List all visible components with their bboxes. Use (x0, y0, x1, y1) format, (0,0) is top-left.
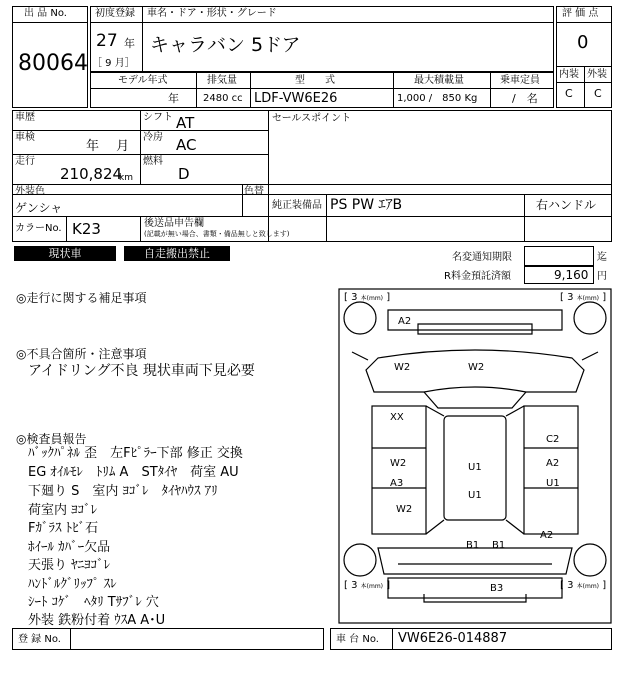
model-year-value: 年 (168, 92, 179, 105)
shaken-label: 車検 (15, 132, 35, 143)
name-change-unit: 迄 (597, 252, 607, 263)
recycle-label: R料金預託済額 (444, 271, 511, 282)
mark-right-front-door: C2 (546, 434, 560, 445)
tire-count-tl: [ 3 本(mm) ] (344, 292, 391, 303)
rear-bumper (388, 578, 562, 598)
genjo-badge: 現状車 (14, 246, 116, 261)
year-unit: 年 (124, 37, 135, 50)
driving-remarks-title: ◎走行に関する補足事項 (16, 291, 147, 305)
report-line: 下廻り S 室内 ﾖｺﾞﾚ ﾀｲﾔﾊｳｽ ｱﾘ (28, 484, 218, 499)
mark-front-bumper: A2 (398, 316, 412, 327)
mark-left-rear: W2 (396, 504, 413, 515)
mark-rear-2: B1 (492, 540, 506, 551)
mark-right-rear: A2 (540, 530, 554, 541)
mark-rear-bumper: B3 (490, 583, 504, 594)
capacity-label: 乗車定員 (500, 75, 540, 86)
exterior-label: 外装 (587, 69, 607, 80)
tire-count-tr: [ 3 本(mm) ] (560, 292, 607, 303)
equipment-value: PS PW ｴｱB (330, 197, 403, 213)
mark-roof-1: U1 (468, 462, 482, 473)
name-change-box (524, 246, 594, 266)
mark-roof-2: U1 (468, 490, 482, 501)
model-year-label: モデル年式 (118, 75, 168, 86)
name-change-label: 名変通知期限 (452, 252, 512, 263)
sales-point-label: セールスポイント (272, 113, 352, 124)
aftermarket-label: 後送品申告欄 (144, 218, 204, 229)
displacement-label: 排気量 (207, 75, 237, 86)
reg-no-label: 登 録 No. (18, 634, 61, 645)
mileage-value: 210,824 (60, 165, 123, 183)
mark-right-mid-2: U1 (546, 478, 560, 489)
rear-panel (378, 548, 572, 574)
mark-hood-left: W2 (394, 362, 411, 373)
type-value: LDF-VW6E26 (254, 91, 338, 106)
ac-value: AC (176, 136, 197, 154)
score-value: 0 (577, 32, 589, 53)
exterior-grade: C (594, 87, 602, 100)
report-line: 荷室内 ﾖｺﾞﾚ (28, 503, 98, 518)
tire-count-bl: [ 3 本(mm) ] (344, 580, 391, 591)
type-label: 型 式 (295, 75, 335, 86)
chassis-value: VW6E26-014887 (398, 631, 508, 646)
report-line: Fｶﾞﾗｽ ﾄﾋﾞ石 (28, 521, 99, 536)
shift-label: シフト (143, 112, 173, 123)
mileage-label: 走行 (15, 156, 35, 167)
report-line: ﾊﾞｯｸﾊﾟﾈﾙ 歪 左Fﾋﾟﾗｰ下部 修正 交換 (28, 446, 243, 461)
color-no-value: K23 (72, 220, 101, 238)
lot-number: 80064 (18, 51, 88, 76)
tire-rear-left (344, 544, 376, 576)
interior-label: 内装 (559, 69, 579, 80)
car-name-label: 車名・ドア・形状・グレード (147, 8, 277, 19)
recycle-value: 9,160 (554, 268, 589, 282)
car-damage-diagram (338, 288, 612, 624)
tire-front-left (344, 302, 376, 334)
report-line: ﾎｲｰﾙ ｶﾊﾞｰ欠品 (28, 540, 111, 555)
color-change-label: 色替 (244, 186, 264, 197)
equipment-label: 純正装備品 (272, 200, 322, 211)
mark-right-mid-1: A2 (546, 458, 560, 469)
color-value: ゲンシャ (15, 201, 63, 215)
mark-left-front: XX (390, 412, 404, 423)
tire-count-br: [ 3 本(mm) ] (560, 580, 607, 591)
first-reg-month: ［ 9 月］ (92, 58, 135, 69)
color-no-label: カラーNo. (15, 223, 62, 234)
load-value: 1,000 / 850 Kg (397, 93, 478, 104)
lot-label: 出 品 No. (24, 8, 67, 19)
first-reg-year: 27 (96, 31, 118, 51)
history-label: 車歴 (15, 112, 35, 123)
color-label: 外装色 (15, 186, 45, 197)
capacity-value: / 名 (512, 92, 538, 105)
ac-label: 冷房 (143, 132, 163, 143)
report-line: 天張り ﾔﾆﾖｺﾞﾚ (28, 558, 111, 573)
aftermarket-note: (記載が無い場合、書類・備品無しと致します) (144, 230, 290, 238)
tire-front-right (574, 302, 606, 334)
jisou-badge: 自走搬出禁止 (124, 246, 230, 261)
inspector-title: ◎検査員報告 (16, 432, 87, 446)
score-label: 評 価 点 (562, 8, 599, 19)
diagram-frame (339, 289, 611, 623)
body-right-side (524, 406, 578, 534)
load-label: 最大積載量 (414, 75, 464, 86)
fuel-value: D (178, 165, 190, 183)
handle-value: 右ハンドル (536, 198, 597, 212)
mark-left-mid-1: W2 (390, 458, 407, 469)
mark-left-mid-2: A3 (390, 478, 404, 489)
first-reg-label: 初度登録 (95, 8, 135, 19)
recycle-unit: 円 (597, 271, 607, 282)
fuel-label: 燃料 (143, 156, 163, 167)
report-line: ﾊﾝﾄﾞﾙｸﾞﾘｯﾌﾟ ｽﾚ (28, 577, 117, 592)
mark-rear-1: B1 (466, 540, 480, 551)
report-line: 外装 鉄粉付着 ｳｽA A･U (28, 613, 166, 628)
report-line: ｼｰﾄ ｺｹﾞ ﾍﾀﾘ Tｻﾌﾞﾚ 穴 (28, 595, 159, 610)
tire-rear-right (574, 544, 606, 576)
mark-hood-center: W2 (468, 362, 485, 373)
defect-text: アイドリング不良 現状車両下見必要 (28, 363, 255, 379)
chassis-label: 車 台 No. (336, 634, 379, 645)
defect-title: ◎不具合箇所・注意事項 (16, 347, 147, 361)
report-line: EG ｵｲﾙﾓﾚ ﾄﾘﾑ A STﾀｲﾔ 荷室 AU (28, 465, 239, 480)
car-name: キャラバン 5ドア (150, 34, 301, 56)
interior-grade: C (565, 87, 573, 100)
shift-value: AT (176, 114, 195, 132)
front-bumper (388, 310, 562, 330)
shaken-value: 年 月 (86, 139, 130, 154)
mileage-unit: km (119, 173, 133, 183)
displacement-value: 2480 cc (203, 93, 243, 104)
